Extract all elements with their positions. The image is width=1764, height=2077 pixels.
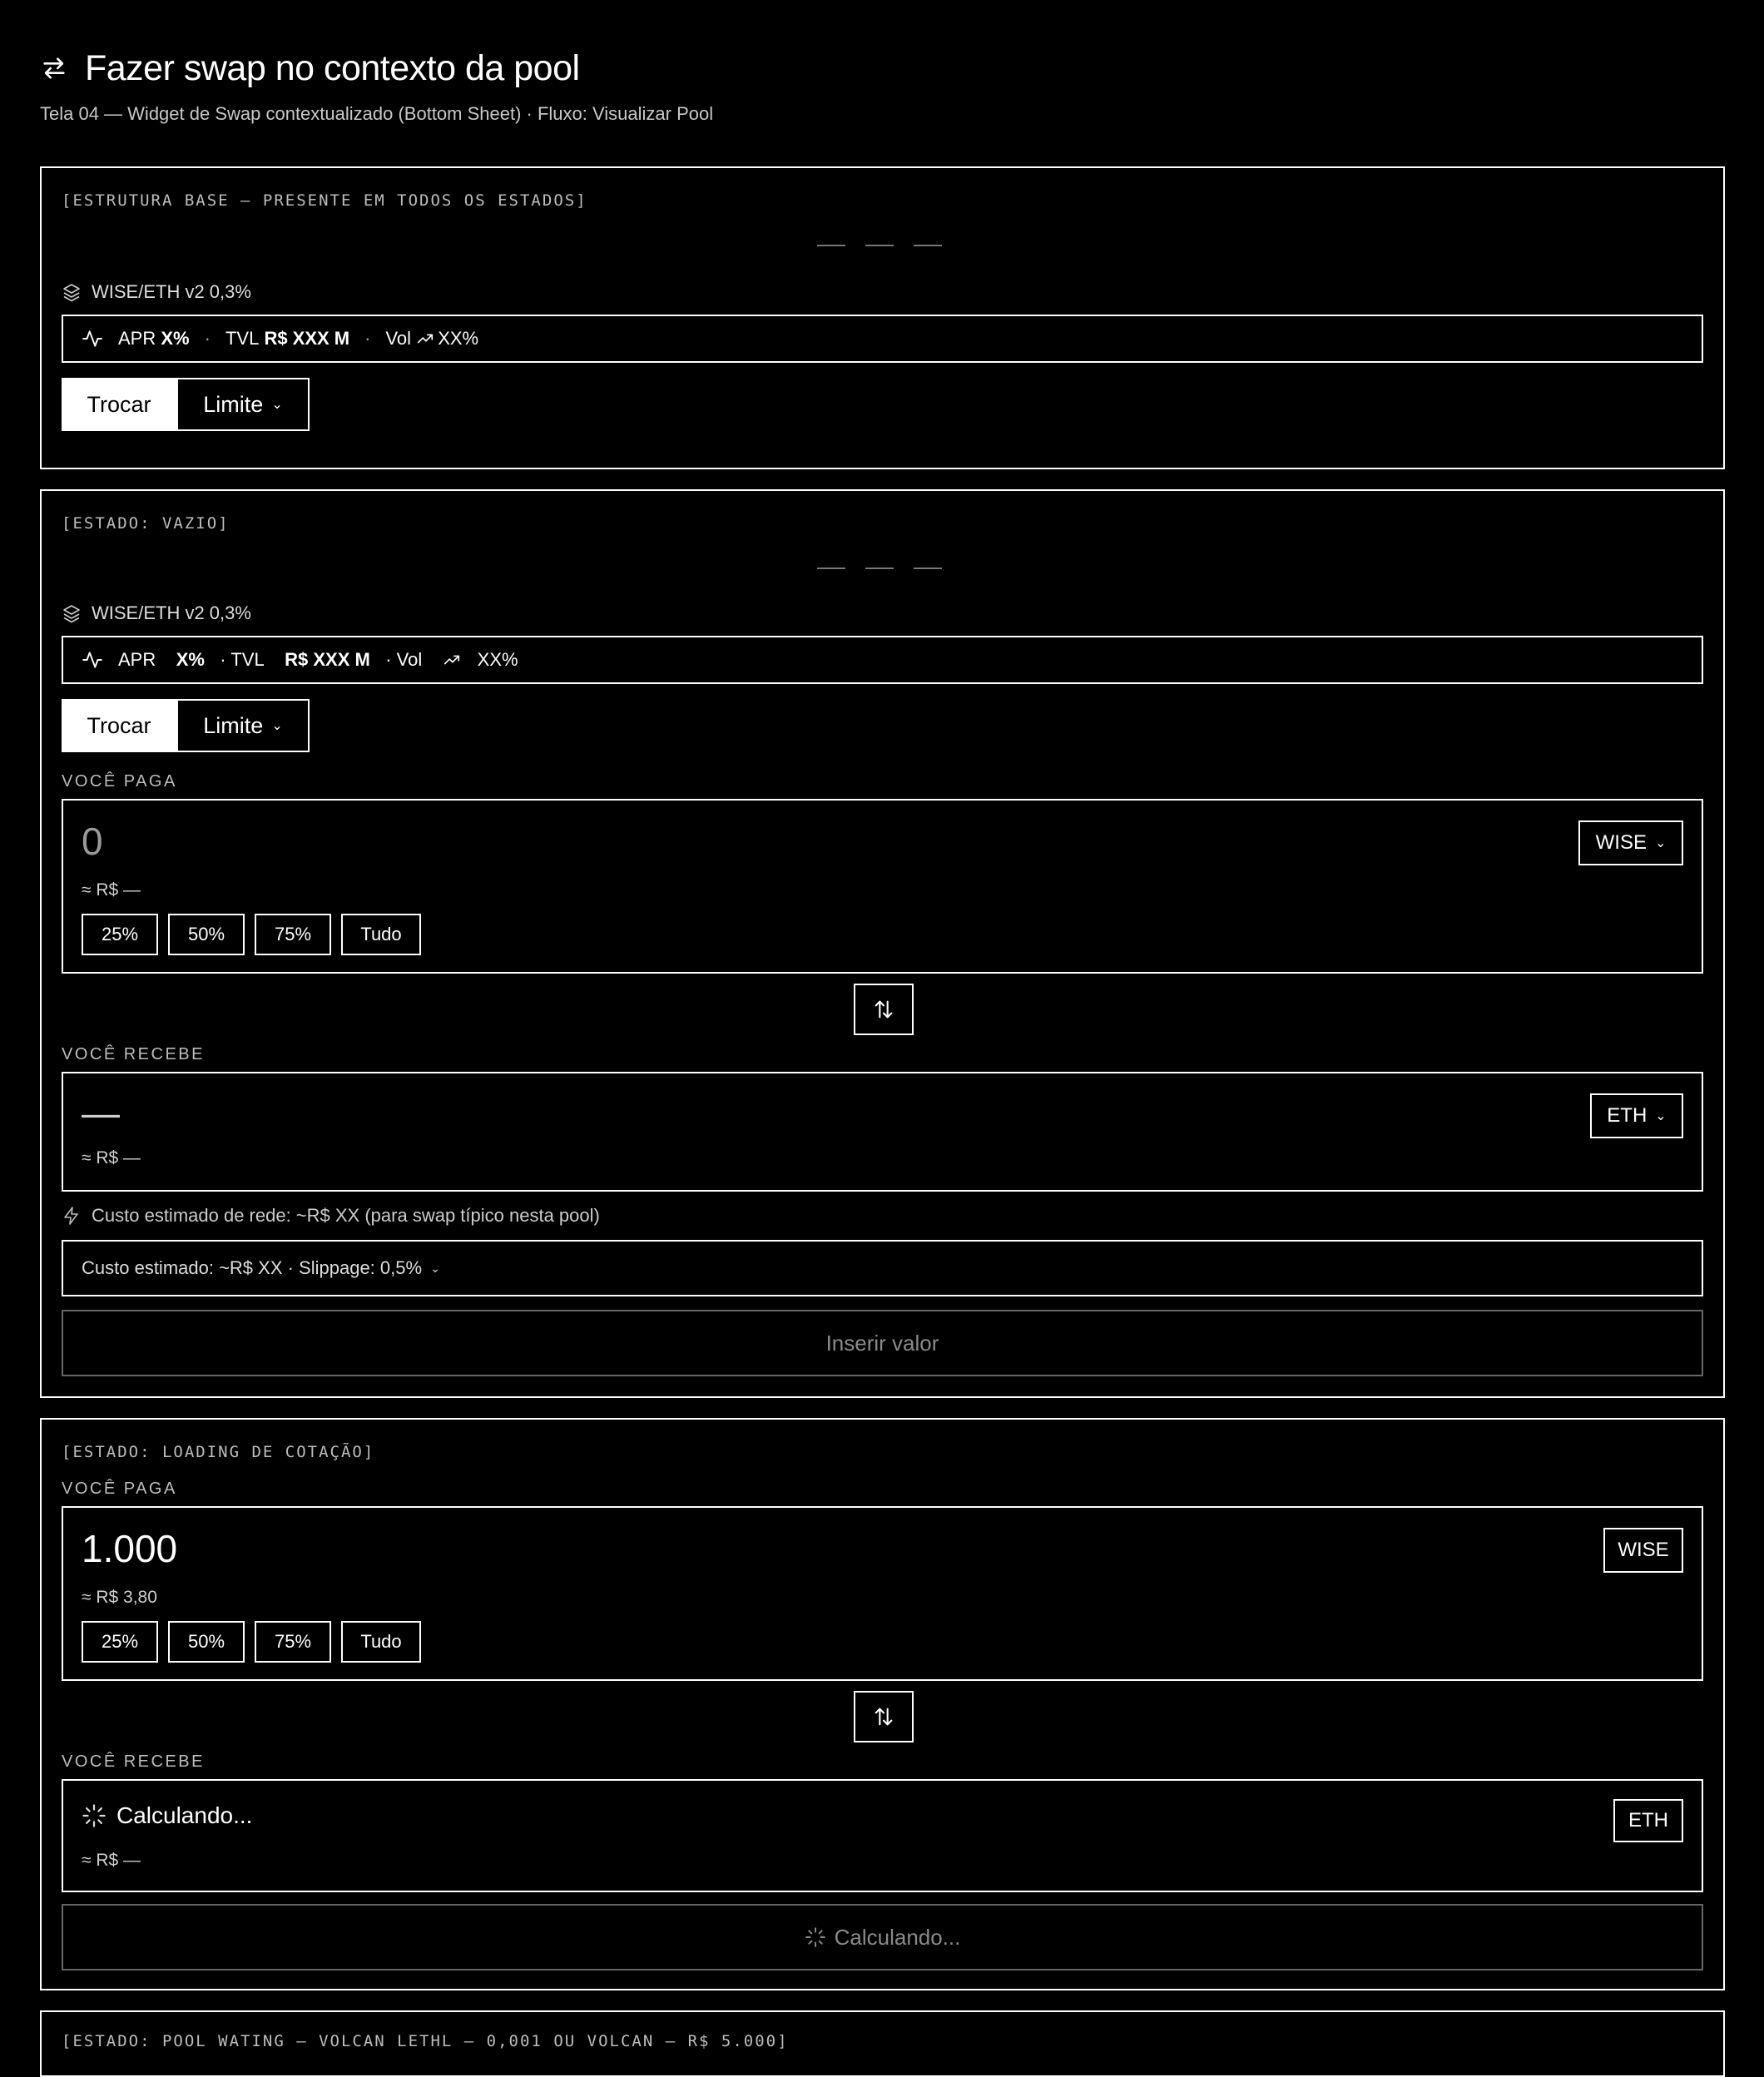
tab-limite-label: Limite: [203, 391, 264, 417]
loading-state-panel: [40, 1418, 1725, 1990]
pool-stats-bar: [62, 315, 1703, 363]
receive-output-card: [62, 1779, 1703, 1892]
pay-label: VOCÊ PAGA: [62, 1480, 177, 1498]
panel-tag: [ESTRUTURA BASE — PRESENTE EM TODOS OS ESTADOS]: [62, 191, 587, 210]
pool-name: WISE/ETH v2 0,3%: [92, 281, 251, 302]
chevron-down-icon: ⌄: [271, 398, 283, 412]
pay-amount-input[interactable]: 0: [82, 820, 103, 863]
percent-all-button[interactable]: Tudo: [341, 1621, 421, 1663]
apr-value: X%: [176, 649, 205, 670]
receive-fiat-value: ≈ R$ —: [82, 1148, 141, 1167]
page-subtitle: Tela 04 — Widget de Swap contextualizado (Bottom Sheet) · Fluxo: Visualizar Pool: [40, 103, 714, 124]
chevron-down-icon: ⌄: [271, 719, 283, 733]
chevron-down-icon: ⌄: [1654, 836, 1667, 850]
apr-label: APR: [118, 649, 156, 670]
panel-tag: [ESTADO: LOADING DE COTAÇÃO]: [62, 1443, 375, 1461]
percent-25-button[interactable]: 25%: [82, 914, 158, 955]
apr-value: X%: [161, 328, 190, 349]
vol-value: XX%: [477, 649, 518, 670]
tab-limite-label: Limite: [203, 712, 264, 738]
receive-label: VOCÊ RECEBE: [62, 1045, 205, 1063]
pool-name-row: [62, 602, 251, 624]
loader-icon: [82, 1803, 107, 1828]
separator-dot: ·: [364, 328, 371, 349]
tab-trocar[interactable]: Trocar: [62, 699, 176, 752]
flip-tokens-button[interactable]: [854, 1691, 914, 1742]
panel-tag: [ESTADO: POOL WATING — VOLCAN LETHL — 0,001 OU VOLCAN — R$ 5.000]: [62, 2032, 789, 2050]
vol-label: · Vol: [385, 649, 423, 670]
cost-summary: Custo estimado: ~R$ XX · Slippage: 0,5%: [82, 1257, 423, 1278]
receive-output-card: [62, 1072, 1703, 1192]
percent-buttons: [82, 914, 421, 955]
receive-token-symbol: ETH: [1628, 1809, 1668, 1832]
panel-tag: [ESTADO: VAZIO]: [62, 514, 230, 533]
percent-75-button[interactable]: 75%: [255, 1621, 331, 1663]
tab-limite[interactable]: [176, 699, 310, 752]
pool-stats-bar: [62, 636, 1703, 684]
sheet-handle[interactable]: [817, 568, 942, 569]
flip-vertical-icon: [872, 998, 895, 1021]
layers-icon: [62, 282, 82, 302]
receive-token-selector[interactable]: [1613, 1799, 1683, 1842]
separator-dot: ·: [204, 328, 211, 349]
pay-input-card: [62, 1506, 1703, 1681]
swap-mode-tabs: [62, 699, 310, 752]
empty-state-panel: [40, 489, 1725, 1398]
pay-token-selector[interactable]: [1603, 1528, 1683, 1573]
receive-label: VOCÊ RECEBE: [62, 1752, 205, 1771]
next-state-panel: [40, 2010, 1725, 2077]
gas-estimate-note: [62, 1205, 600, 1227]
layers-icon: [62, 603, 82, 623]
trending-up-icon: [416, 330, 434, 348]
receive-token-selector[interactable]: [1590, 1093, 1683, 1138]
percent-buttons: [82, 1621, 421, 1663]
percent-all-button[interactable]: Tudo: [341, 914, 421, 955]
tvl-value: R$ XXX M: [285, 649, 370, 670]
trending-up-icon: [443, 651, 461, 669]
gas-estimate-text: Custo estimado de rede: ~R$ XX (para swap típico nesta pool): [92, 1205, 600, 1226]
sheet-handle[interactable]: [817, 245, 942, 246]
activity-icon: [82, 328, 103, 349]
tvl-value: R$ XXX M: [264, 328, 350, 349]
receive-calculating: [82, 1802, 252, 1829]
cost-slippage-toggle[interactable]: [62, 1240, 1703, 1296]
receive-fiat-value: ≈ R$ —: [82, 1851, 141, 1870]
pay-amount-input[interactable]: 1.000: [82, 1527, 178, 1570]
activity-icon: [82, 649, 103, 671]
page-title: Fazer swap no contexto da pool: [85, 47, 580, 88]
percent-50-button[interactable]: 50%: [168, 914, 245, 955]
tvl-label: TVL: [225, 328, 260, 349]
tab-trocar[interactable]: Trocar: [62, 378, 176, 431]
pay-input-card: [62, 799, 1703, 974]
receive-token-symbol: ETH: [1607, 1104, 1648, 1127]
tab-limite[interactable]: [176, 378, 310, 431]
pay-fiat-value: ≈ R$ —: [82, 880, 141, 900]
percent-75-button[interactable]: 75%: [255, 914, 331, 955]
receive-amount: —: [82, 1091, 120, 1134]
flip-tokens-button[interactable]: [854, 984, 914, 1035]
percent-50-button[interactable]: 50%: [168, 1621, 245, 1663]
pay-label: VOCÊ PAGA: [62, 772, 177, 791]
calculating-button[interactable]: [62, 1904, 1703, 1970]
loader-icon: [805, 1926, 826, 1948]
pay-fiat-value: ≈ R$ 3,80: [82, 1588, 157, 1607]
pay-token-selector[interactable]: [1578, 820, 1683, 865]
insert-value-button[interactable]: Inserir valor: [62, 1310, 1703, 1376]
bolt-icon: [62, 1206, 82, 1226]
receive-status: Calculando...: [116, 1802, 253, 1828]
chevron-down-icon: ⌄: [1655, 1109, 1667, 1123]
base-structure-panel: [40, 166, 1725, 469]
swap-mode-tabs: [62, 378, 310, 431]
swap-arrows-icon: [40, 54, 68, 82]
chevron-down-icon: ⌄: [430, 1261, 440, 1275]
pay-token-symbol: WISE: [1618, 1539, 1669, 1561]
pool-name-row: [62, 281, 251, 303]
page-header: [40, 43, 580, 93]
pool-name: WISE/ETH v2 0,3%: [92, 602, 251, 623]
pay-token-symbol: WISE: [1595, 831, 1647, 854]
flip-vertical-icon: [872, 1705, 895, 1728]
vol-label: Vol: [385, 328, 412, 349]
percent-25-button[interactable]: 25%: [82, 1621, 158, 1663]
apr-label: APR: [118, 328, 156, 349]
vol-value: XX%: [438, 328, 479, 349]
tvl-label: · TVL: [220, 649, 265, 670]
calculating-label: Calculando...: [834, 1924, 961, 1950]
